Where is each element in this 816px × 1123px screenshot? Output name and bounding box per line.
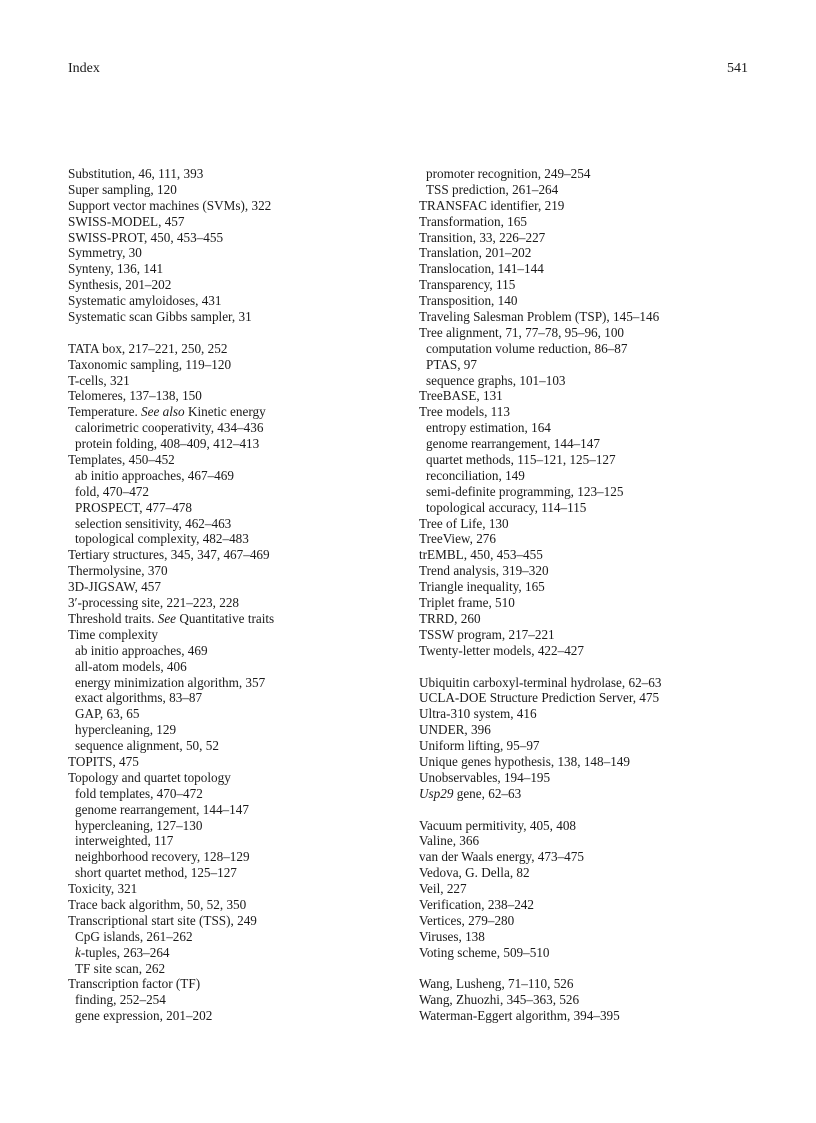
index-entry — [419, 690, 759, 706]
index-subentry — [419, 166, 759, 182]
index-entry — [419, 277, 759, 293]
entry-text: Synthesis, 201–202 — [68, 277, 172, 293]
entry-text: Vacuum permitivity, 405, 408 — [419, 817, 577, 833]
index-entry — [68, 309, 408, 325]
index-subentry — [68, 1008, 408, 1024]
index-entry — [419, 245, 759, 261]
entry-text: energy minimization algorithm, 357 — [75, 674, 266, 690]
entry-text: Verification, 238–242 — [419, 896, 534, 912]
entry-text: GAP, 63, 65 — [75, 706, 140, 722]
entry-text: Uniform lifting, 95–97 — [419, 738, 540, 754]
entry-text: topological accuracy, 114–115 — [426, 499, 587, 515]
index-entry — [419, 388, 759, 404]
index-entry — [68, 245, 408, 261]
index-entry — [419, 595, 759, 611]
index-subentry — [68, 961, 408, 977]
entry-text: Synteny, 136, 141 — [68, 261, 164, 277]
entry-text: sequence graphs, 101–103 — [426, 372, 566, 388]
entry-text: Viruses, 138 — [419, 928, 485, 944]
entry-text: Unique genes hypothesis, 138, 148–149 — [419, 753, 630, 769]
entry-text-continued: -tuples, 263–264 — [80, 944, 170, 960]
entry-text: Triplet frame, 510 — [419, 595, 515, 611]
index-entry — [68, 404, 408, 420]
entry-text: hypercleaning, 129 — [75, 722, 177, 738]
entry-text: TreeBASE, 131 — [419, 388, 503, 404]
index-subentry — [68, 786, 408, 802]
entry-text: protein folding, 408–409, 412–413 — [75, 436, 260, 452]
index-entry — [68, 261, 408, 277]
entry-text: Transformation, 165 — [419, 213, 527, 229]
letter-group-gap — [419, 802, 759, 818]
entry-text: neighborhood recovery, 128–129 — [75, 849, 250, 865]
entry-text: Wang, Zhuozhi, 345–363, 526 — [419, 992, 580, 1008]
entry-text: Translation, 201–202 — [419, 245, 532, 261]
index-entry — [68, 341, 408, 357]
index-subentry — [68, 929, 408, 945]
index-entry — [419, 881, 759, 897]
entry-text: Tree alignment, 71, 77–78, 95–96, 100 — [419, 324, 625, 340]
index-entry — [419, 404, 759, 420]
running-head-title: Index — [68, 61, 100, 76]
entry-text: Tree models, 113 — [419, 404, 510, 420]
entry-text: Tertiary structures, 345, 347, 467–469 — [68, 547, 270, 563]
index-subentry — [68, 722, 408, 738]
entry-text: semi-definite programming, 123–125 — [426, 483, 624, 499]
index-subentry — [68, 659, 408, 675]
entry-text: quartet methods, 115–121, 125–127 — [426, 452, 616, 468]
index-subentry — [68, 690, 408, 706]
entry-text: short quartet method, 125–127 — [75, 865, 237, 881]
index-entry — [68, 881, 408, 897]
index-subentry — [68, 500, 408, 516]
index-entry — [419, 738, 759, 754]
entry-text: TF site scan, 262 — [75, 960, 166, 976]
entry-text: TATA box, 217–221, 250, 252 — [68, 340, 228, 356]
entry-text: Transposition, 140 — [419, 293, 518, 309]
entry-text: Transcriptional start site (TSS), 249 — [68, 912, 257, 928]
entry-text: TreeView, 276 — [419, 531, 496, 547]
index-entry — [419, 897, 759, 913]
entry-text: Temperature. — [68, 404, 142, 420]
entry-text: Templates, 450–452 — [68, 452, 175, 468]
index-entry — [68, 770, 408, 786]
entry-italic-text: See — [157, 610, 177, 626]
entry-text: Taxonomic sampling, 119–120 — [68, 356, 232, 372]
entry-text: Topology and quartet topology — [68, 769, 231, 785]
index-entry — [419, 849, 759, 865]
index-entry — [68, 913, 408, 929]
entry-text: Transition, 33, 226–227 — [419, 229, 546, 245]
entry-text: UNDER, 396 — [419, 722, 491, 738]
index-entry — [419, 198, 759, 214]
entry-text: Trace back algorithm, 50, 52, 350 — [68, 896, 247, 912]
entry-text: Veil, 227 — [419, 881, 467, 897]
index-subentry — [68, 706, 408, 722]
entry-text: gene expression, 201–202 — [75, 1008, 213, 1024]
index-subentry — [419, 500, 759, 516]
index-subentry — [419, 468, 759, 484]
entry-text: SWISS-MODEL, 457 — [68, 213, 185, 229]
entry-italic-text: See also — [141, 404, 185, 420]
letter-group-gap — [68, 325, 408, 341]
index-entry — [419, 1008, 759, 1024]
index-entry — [68, 214, 408, 230]
entry-text: Telomeres, 137–138, 150 — [68, 388, 202, 404]
index-entry — [419, 976, 759, 992]
index-subentry — [68, 436, 408, 452]
index-entry — [68, 388, 408, 404]
index-entry — [419, 531, 759, 547]
entry-text: TSSW program, 217–221 — [419, 626, 555, 642]
entry-text: Trend analysis, 319–320 — [419, 563, 549, 579]
index-subentry — [68, 849, 408, 865]
letter-group-gap — [419, 961, 759, 977]
entry-text: Systematic amyloidoses, 431 — [68, 293, 222, 309]
entry-text-continued: Quantitative traits — [176, 610, 275, 626]
index-entry — [419, 929, 759, 945]
index-subentry — [68, 738, 408, 754]
entry-text: PROSPECT, 477–478 — [75, 499, 192, 515]
index-subentry — [68, 675, 408, 691]
letter-group-gap — [419, 659, 759, 675]
index-entry — [419, 643, 759, 659]
index-subentry — [419, 182, 759, 198]
entry-text: fold templates, 470–472 — [75, 785, 203, 801]
index-subentry — [68, 818, 408, 834]
index-entry — [68, 230, 408, 246]
entry-text: TRANSFAC identifier, 219 — [419, 197, 565, 213]
entry-text: fold, 470–472 — [75, 483, 149, 499]
index-subentry — [419, 420, 759, 436]
index-entry — [68, 373, 408, 389]
index-entry — [419, 913, 759, 929]
index-entry — [419, 563, 759, 579]
index-entry — [68, 166, 408, 182]
index-entry — [419, 865, 759, 881]
index-entry — [68, 976, 408, 992]
entry-text: Super sampling, 120 — [68, 181, 177, 197]
entry-text: CpG islands, 261–262 — [75, 928, 193, 944]
index-entry — [419, 706, 759, 722]
index-subentry — [419, 357, 759, 373]
index-subentry — [419, 373, 759, 389]
index-entry — [68, 627, 408, 643]
index-entry — [419, 293, 759, 309]
index-entry — [419, 579, 759, 595]
index-entry — [68, 579, 408, 595]
index-subentry — [419, 484, 759, 500]
index-entry — [68, 595, 408, 611]
entry-text: Vedova, G. Della, 82 — [419, 865, 530, 881]
entry-text: van der Waals energy, 473–475 — [419, 849, 584, 865]
index-entry — [419, 675, 759, 691]
entry-text: Symmetry, 30 — [68, 245, 142, 261]
entry-text: computation volume reduction, 86–87 — [426, 340, 628, 356]
entry-text: TOPITS, 475 — [68, 753, 139, 769]
index-subentry — [68, 420, 408, 436]
index-entry — [419, 770, 759, 786]
entry-text: Triangle inequality, 165 — [419, 579, 545, 595]
index-entry — [68, 897, 408, 913]
entry-text: Substitution, 46, 111, 393 — [68, 166, 204, 181]
entry-text: reconciliation, 149 — [426, 467, 525, 483]
index-entry — [419, 547, 759, 563]
entry-text: Transcription factor (TF) — [68, 976, 201, 992]
entry-text: Waterman-Eggert algorithm, 394–395 — [419, 1008, 620, 1024]
index-subentry — [68, 531, 408, 547]
entry-text: 3D-JIGSAW, 457 — [68, 579, 161, 595]
index-entry — [419, 325, 759, 341]
entry-text: T-cells, 321 — [68, 372, 130, 388]
index-subentry — [419, 436, 759, 452]
index-entry — [419, 786, 759, 802]
entry-text: Ultra-310 system, 416 — [419, 706, 537, 722]
entry-text: sequence alignment, 50, 52 — [75, 738, 219, 754]
entry-text: selection sensitivity, 462–463 — [75, 515, 232, 531]
entry-text: entropy estimation, 164 — [426, 420, 551, 436]
entry-text: Voting scheme, 509–510 — [419, 944, 550, 960]
entry-text: Traveling Salesman Problem (TSP), 145–146 — [419, 309, 660, 325]
entry-text: all-atom models, 406 — [75, 658, 187, 674]
index-entry — [68, 611, 408, 627]
index-entry — [419, 309, 759, 325]
entry-text: Valine, 366 — [419, 833, 480, 849]
index-subentry — [68, 865, 408, 881]
entry-text: TRRD, 260 — [419, 610, 481, 626]
index-entry — [68, 198, 408, 214]
entry-text: topological complexity, 482–483 — [75, 531, 249, 547]
entry-text: Unobservables, 194–195 — [419, 769, 551, 785]
index-entry — [419, 214, 759, 230]
entry-italic-text: Usp29 — [419, 785, 454, 801]
index-subentry — [68, 833, 408, 849]
index-entry — [419, 754, 759, 770]
entry-text: TSS prediction, 261–264 — [426, 181, 559, 197]
index-subentry — [68, 945, 408, 961]
index-entry — [68, 277, 408, 293]
entry-text: Threshold traits. — [68, 610, 158, 626]
index-entry — [419, 722, 759, 738]
entry-text: SWISS-PROT, 450, 453–455 — [68, 229, 224, 245]
index-entry — [68, 547, 408, 563]
entry-text: 3′-processing site, 221–223, 228 — [68, 595, 240, 611]
index-subentry — [68, 802, 408, 818]
entry-text-continued: gene, 62–63 — [453, 785, 522, 801]
entry-text: ab initio approaches, 469 — [75, 642, 208, 658]
entry-text: PTAS, 97 — [426, 356, 477, 372]
index-subentry — [419, 452, 759, 468]
index-entry — [419, 818, 759, 834]
entry-text: Toxicity, 321 — [68, 881, 138, 897]
entry-text: genome rearrangement, 144–147 — [426, 436, 600, 452]
index-subentry — [68, 468, 408, 484]
entry-text: Transparency, 115 — [419, 277, 516, 293]
running-head — [68, 61, 748, 81]
index-entry — [68, 452, 408, 468]
index-subentry — [68, 516, 408, 532]
index-entry — [419, 516, 759, 532]
entry-text: Vertices, 279–280 — [419, 912, 515, 928]
index-entry — [419, 945, 759, 961]
entry-text: Wang, Lusheng, 71–110, 526 — [419, 976, 574, 992]
index-entry — [419, 230, 759, 246]
index-entry — [68, 563, 408, 579]
index-subentry — [68, 484, 408, 500]
index-subentry — [419, 341, 759, 357]
entry-text: exact algorithms, 83–87 — [75, 690, 203, 706]
index-entry — [68, 754, 408, 770]
entry-text: calorimetric cooperativity, 434–436 — [75, 420, 264, 436]
index-entry — [68, 293, 408, 309]
index-entry — [419, 611, 759, 627]
index-column-left — [68, 166, 408, 1024]
entry-text: promoter recognition, 249–254 — [426, 166, 591, 181]
entry-text: ab initio approaches, 467–469 — [75, 467, 234, 483]
entry-text: Thermolysine, 370 — [68, 563, 168, 579]
index-entry — [419, 833, 759, 849]
entry-text: Translocation, 141–144 — [419, 261, 544, 277]
entry-text: finding, 252–254 — [75, 992, 166, 1008]
entry-italic-text: k — [75, 944, 81, 960]
entry-text: hypercleaning, 127–130 — [75, 817, 203, 833]
entry-text: Time complexity — [68, 626, 158, 642]
index-entry — [68, 182, 408, 198]
entry-text: Tree of Life, 130 — [419, 515, 509, 531]
index-column-right — [419, 166, 759, 1024]
page-number: 541 — [727, 61, 748, 76]
index-entry — [68, 357, 408, 373]
index-subentry — [68, 643, 408, 659]
index-subentry — [68, 992, 408, 1008]
index-entry — [419, 261, 759, 277]
entry-text: Support vector machines (SVMs), 322 — [68, 197, 272, 213]
entry-text-continued: Kinetic energy — [184, 404, 266, 420]
entry-text: Ubiquitin carboxyl-terminal hydrolase, 62–63 — [419, 674, 662, 690]
entry-text: UCLA-DOE Structure Prediction Server, 475 — [419, 690, 660, 706]
entry-text: interweighted, 117 — [75, 833, 174, 849]
entry-text: trEMBL, 450, 453–455 — [419, 547, 543, 563]
entry-text: Twenty-letter models, 422–427 — [419, 642, 584, 658]
index-entry — [419, 627, 759, 643]
entry-text: genome rearrangement, 144–147 — [75, 801, 249, 817]
index-entry — [419, 992, 759, 1008]
entry-text: Systematic scan Gibbs sampler, 31 — [68, 309, 252, 325]
